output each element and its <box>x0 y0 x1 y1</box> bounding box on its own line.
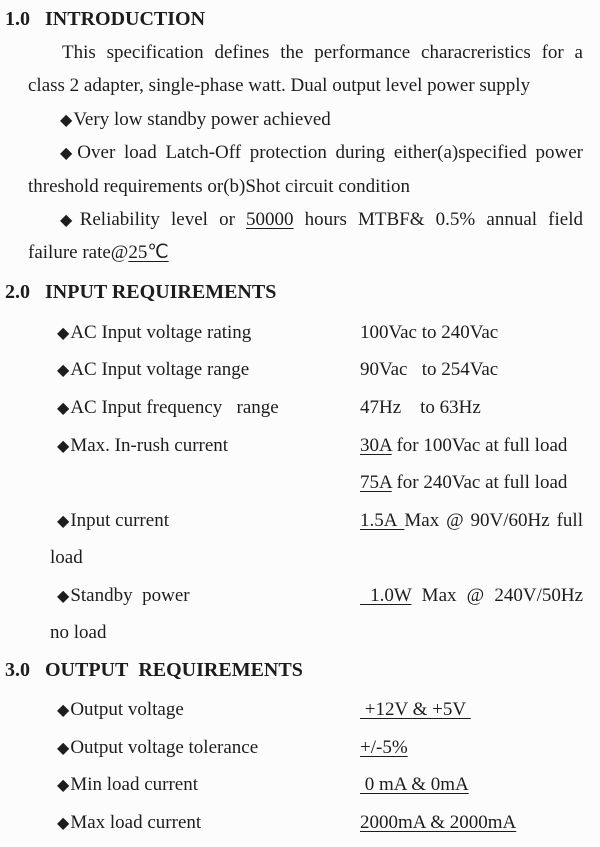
underlined-value-text: 1.5A <box>360 509 405 531</box>
spec-label <box>57 508 169 534</box>
text-segment: failure rate@ <box>28 242 129 264</box>
spec-row-ac-voltage-range <box>28 357 583 395</box>
text-segment: Max load current <box>70 811 202 833</box>
text-segment: Input current <box>70 509 169 531</box>
spec-label-text <box>70 359 249 380</box>
spec-value <box>360 395 583 420</box>
spec-label <box>57 357 249 383</box>
bullet-icon: ◆ <box>60 145 78 163</box>
text-segment: for 100Vac at full load <box>391 434 568 456</box>
intro-paragraph-line-1 <box>28 40 583 73</box>
spec-row-input-current <box>28 508 583 546</box>
text-segment: no load <box>50 622 107 644</box>
bullet-icon: ◆ <box>57 512 71 530</box>
intro-bullet-standby <box>28 107 583 140</box>
bullet-icon: ◆ <box>60 211 80 229</box>
spec-label-text <box>70 435 228 456</box>
spec-row-inrush-current-240 <box>28 470 583 508</box>
bullet-icon: ◆ <box>57 702 71 720</box>
text-segment: AC Input voltage rating <box>70 321 252 343</box>
section-number: 2.0 <box>5 280 30 303</box>
spec-label <box>57 735 258 761</box>
spec-label-text <box>70 699 183 720</box>
bullet-icon: ◆ <box>60 111 74 129</box>
spec-row-max-load-current <box>28 810 583 847</box>
bullet-text <box>80 209 583 230</box>
bullet-icon: ◆ <box>57 399 71 417</box>
text-segment: for 240Vac at full load <box>391 472 568 494</box>
text-segment: Max. In-rush current <box>70 434 229 456</box>
spec-label-text <box>70 812 201 833</box>
spec-value <box>360 508 583 533</box>
text-segment: Output voltage <box>70 699 184 721</box>
intro-paragraph-line-2 <box>28 73 583 106</box>
spec-label-text <box>70 397 278 418</box>
underlined-value-text: +/-5% <box>360 736 408 758</box>
spec-value <box>360 735 583 760</box>
continuation-text <box>50 620 106 645</box>
bullet-icon: ◆ <box>57 324 71 342</box>
spec-value <box>360 697 583 722</box>
bullet-icon: ◆ <box>57 437 71 455</box>
spec-label-text <box>70 585 189 606</box>
section-title: INPUT REQUIREMENTS <box>45 280 277 303</box>
intro-bullet-overload-line-1 <box>28 140 583 173</box>
section-number: 1.0 <box>5 8 30 30</box>
spec-label-text <box>70 774 198 795</box>
intro-bullet-reliability-line-2 <box>28 240 583 273</box>
spec-label <box>57 395 279 421</box>
spec-row-ac-frequency-range <box>28 395 583 433</box>
intro-bullet-reliability-line-1 <box>28 207 583 240</box>
spec-row-standby-power <box>28 583 583 621</box>
underlined-value-text: 75A <box>360 472 392 494</box>
spec-row-inrush-current <box>28 433 583 471</box>
spec-value <box>360 810 583 835</box>
intro-bullet-overload-line-2 <box>28 174 583 207</box>
text-segment: Very low standby power achieved <box>73 108 331 130</box>
text-segment: Over load Latch-Off protection during either(a)specified power <box>77 142 584 164</box>
section-title: INTRODUCTION <box>45 8 206 30</box>
section-number: 3.0 <box>5 659 30 682</box>
spec-value <box>360 470 583 495</box>
underlined-value-text: 0 mA & 0mA <box>360 774 469 796</box>
spec-label <box>57 433 228 459</box>
spec-row-output-voltage-tolerance <box>28 735 583 773</box>
spec-label-text <box>70 737 258 758</box>
bullet-icon: ◆ <box>57 814 71 832</box>
bullet-icon: ◆ <box>57 362 71 380</box>
section-heading-input-requirements <box>5 280 583 320</box>
spec-value <box>360 320 583 345</box>
bullet-icon: ◆ <box>57 739 71 757</box>
bullet-text <box>73 109 330 130</box>
underlined-value-text: 50000 <box>246 208 294 230</box>
text-segment: threshold requirements or(b)Shot circuit condition <box>28 175 411 197</box>
text-segment: Min load current <box>70 774 198 796</box>
spec-label-text <box>70 322 251 343</box>
spec-label <box>57 697 184 723</box>
section-heading-output-requirements <box>5 658 583 697</box>
spec-label-text <box>70 510 169 531</box>
spec-value <box>360 357 583 382</box>
underlined-value-text: 25℃ <box>128 242 169 264</box>
spec-value <box>360 433 583 458</box>
continuation-text <box>50 545 83 570</box>
text-segment: AC Input frequency range <box>70 396 279 418</box>
text-segment: Output voltage tolerance <box>70 736 259 758</box>
spec-row-output-voltage <box>28 697 583 735</box>
spec-label <box>57 320 251 346</box>
text-segment: 47Hz to 63Hz <box>360 396 481 418</box>
spec-label <box>57 583 190 609</box>
underlined-value-text: 2000mA & 2000mA <box>360 811 517 833</box>
text-segment: Max @ 90V/60Hz full <box>404 509 583 531</box>
spec-value <box>360 772 583 797</box>
text-segment: load <box>50 547 83 569</box>
text-segment: Max @ 240V/50Hz <box>411 584 583 606</box>
spec-row-ac-voltage-rating <box>28 320 583 358</box>
text-segment: Reliability level or <box>79 208 247 230</box>
spec-value <box>360 583 583 608</box>
text-segment: Standby power <box>70 584 190 606</box>
text-segment: hours MTBF& 0.5% annual field <box>293 208 583 230</box>
text-segment: 100Vac to 240Vac <box>360 321 499 343</box>
bullet-icon: ◆ <box>57 777 71 795</box>
underlined-value-text: +12V & +5V <box>360 699 471 721</box>
underlined-value-text: 1.0W <box>360 584 412 606</box>
section-heading-introduction <box>5 7 583 40</box>
underlined-value-text: 30A <box>360 434 392 456</box>
text-segment: This specification defines the performance characreristics for a <box>62 42 583 63</box>
bullet-text <box>77 142 583 163</box>
section-title: OUTPUT REQUIREMENTS <box>45 659 303 682</box>
text-segment: class 2 adapter, single-phase watt. Dual output level power supply <box>28 75 531 97</box>
spec-label <box>57 772 198 798</box>
spec-row-standby-power-continuation <box>28 620 583 658</box>
text-segment: 90Vac to 254Vac <box>360 359 499 381</box>
spec-row-min-load-current <box>28 772 583 810</box>
spec-label <box>57 810 201 836</box>
spec-row-input-current-continuation <box>28 545 583 583</box>
bullet-icon: ◆ <box>57 587 71 605</box>
text-segment: AC Input voltage range <box>70 359 250 381</box>
